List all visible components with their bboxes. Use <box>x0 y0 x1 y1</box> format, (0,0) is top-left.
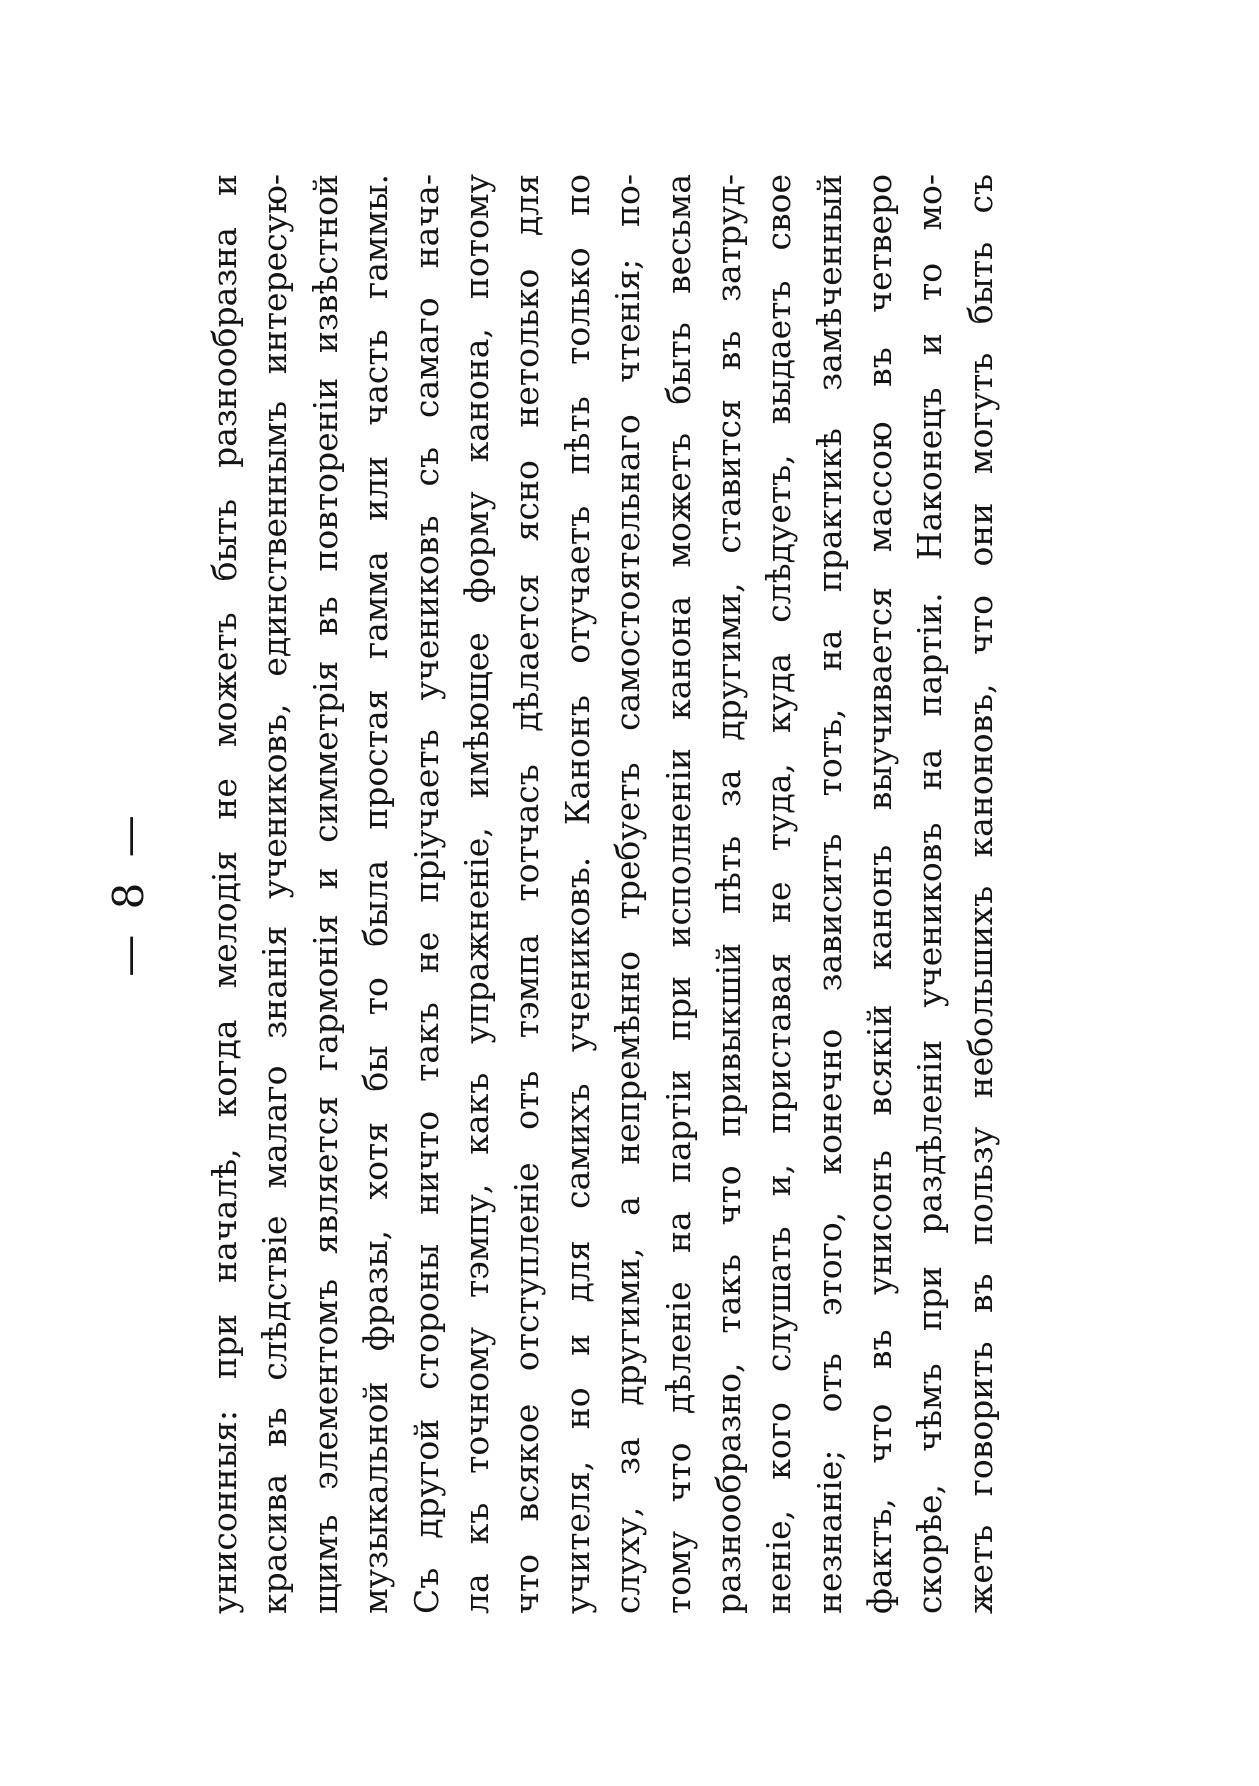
text-line: тому что дѣленіе на партіи при исполненіи канона можетъ быть весьма <box>658 174 698 1614</box>
text-line: жетъ говорить въ пользу небольшихъ каноновъ, что они могутъ быть съ <box>960 174 1000 1614</box>
text-line: красива въ слѣдствіе малаго знанія учениковъ, единственнымъ интересую- <box>255 174 295 1614</box>
text-line: учителя, но и для самихъ учениковъ. Канонъ отучаетъ пѣть только по <box>557 174 597 1614</box>
text-line: разнообразно, такъ что привыкшій пѣть за другими, ставится въ затруд- <box>708 174 748 1614</box>
text-line: незнаніе; отъ этого, конечно зависитъ тотъ, на практикѣ замѣченный <box>809 174 849 1614</box>
text-line: музыкальной фразы, хотя бы то была простая гамма или часть гаммы. <box>356 174 396 1614</box>
text-line: скорѣе, чѣмъ при раздѣленіи учениковъ на партіи. Наконецъ и то мо- <box>910 174 950 1614</box>
text-line: Съ другой стороны ничто такъ не пріучаетъ учениковъ съ самаго нача- <box>406 174 446 1614</box>
page-number: — 8 — <box>104 809 153 977</box>
body-text <box>200 174 1006 1614</box>
text-line: слуху, за другими, а непремѣнно требуетъ самостоятельнаго чтенія; по- <box>608 174 648 1614</box>
text-line: фактъ, что въ унисонъ всякій канонъ выучивается массою въ четверо <box>860 174 900 1614</box>
text-line: щимъ элементомъ является гармонія и симметрія въ повтореніи извѣстной <box>305 174 345 1614</box>
text-line: унисонныя: при началѣ, когда мелодія не можетъ быть разнообразна и <box>205 174 244 1614</box>
text-line: неніе, кого слушать и, приставая не туда, куда слѣдуетъ, выдаетъ свое <box>759 174 799 1614</box>
text-line: что всякое отступленіе отъ тэмпа тотчасъ дѣлается ясно нетолько для <box>507 174 547 1614</box>
text-line: ла къ точному тэмпу, какъ упражненіе, имѣющее форму канона, потому <box>456 174 496 1614</box>
